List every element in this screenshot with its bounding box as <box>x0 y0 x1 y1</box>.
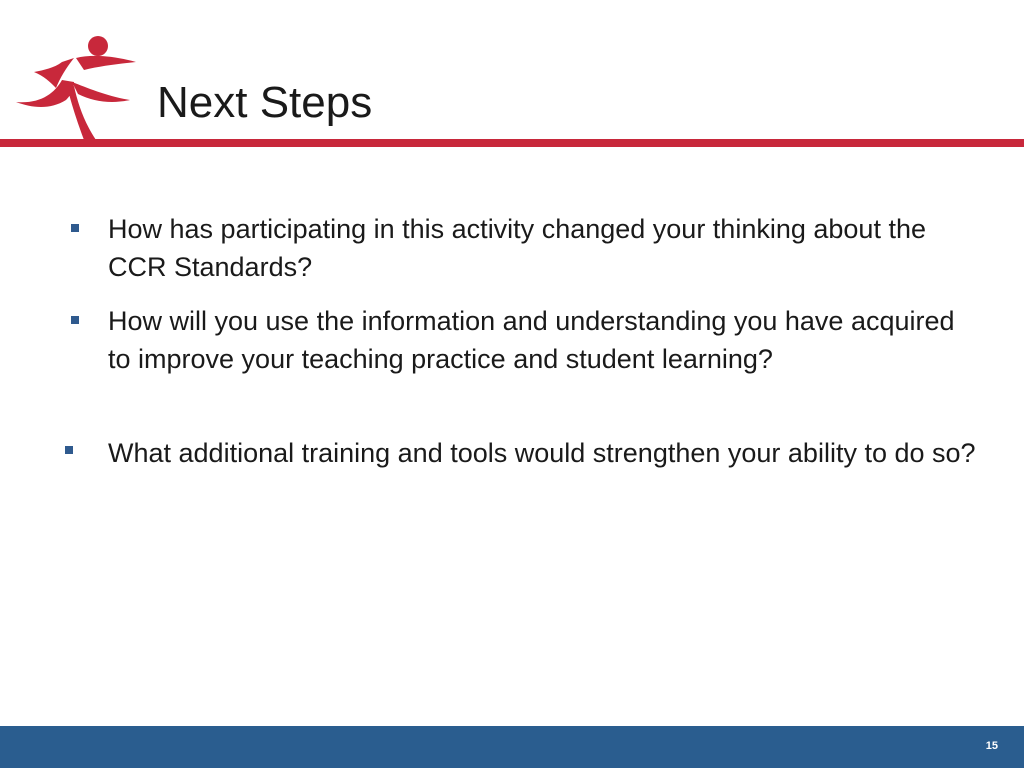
bullet-text: How has participating in this activity changed your thinking about the CCR Standards? <box>108 214 926 282</box>
square-bullet-icon <box>65 446 73 454</box>
square-bullet-icon <box>71 224 79 232</box>
bullet-text: How will you use the information and understanding you have acquired to improve your teaching practice and student learning? <box>108 306 955 374</box>
square-bullet-icon <box>71 316 79 324</box>
title-divider <box>0 139 1024 147</box>
running-figure-logo-icon <box>14 34 140 140</box>
page-number: 15 <box>985 740 998 752</box>
bullet-text: What additional training and tools would strengthen your ability to do so? <box>108 438 976 468</box>
footer-bar <box>0 726 1024 768</box>
slide-title: Next Steps <box>157 78 373 127</box>
